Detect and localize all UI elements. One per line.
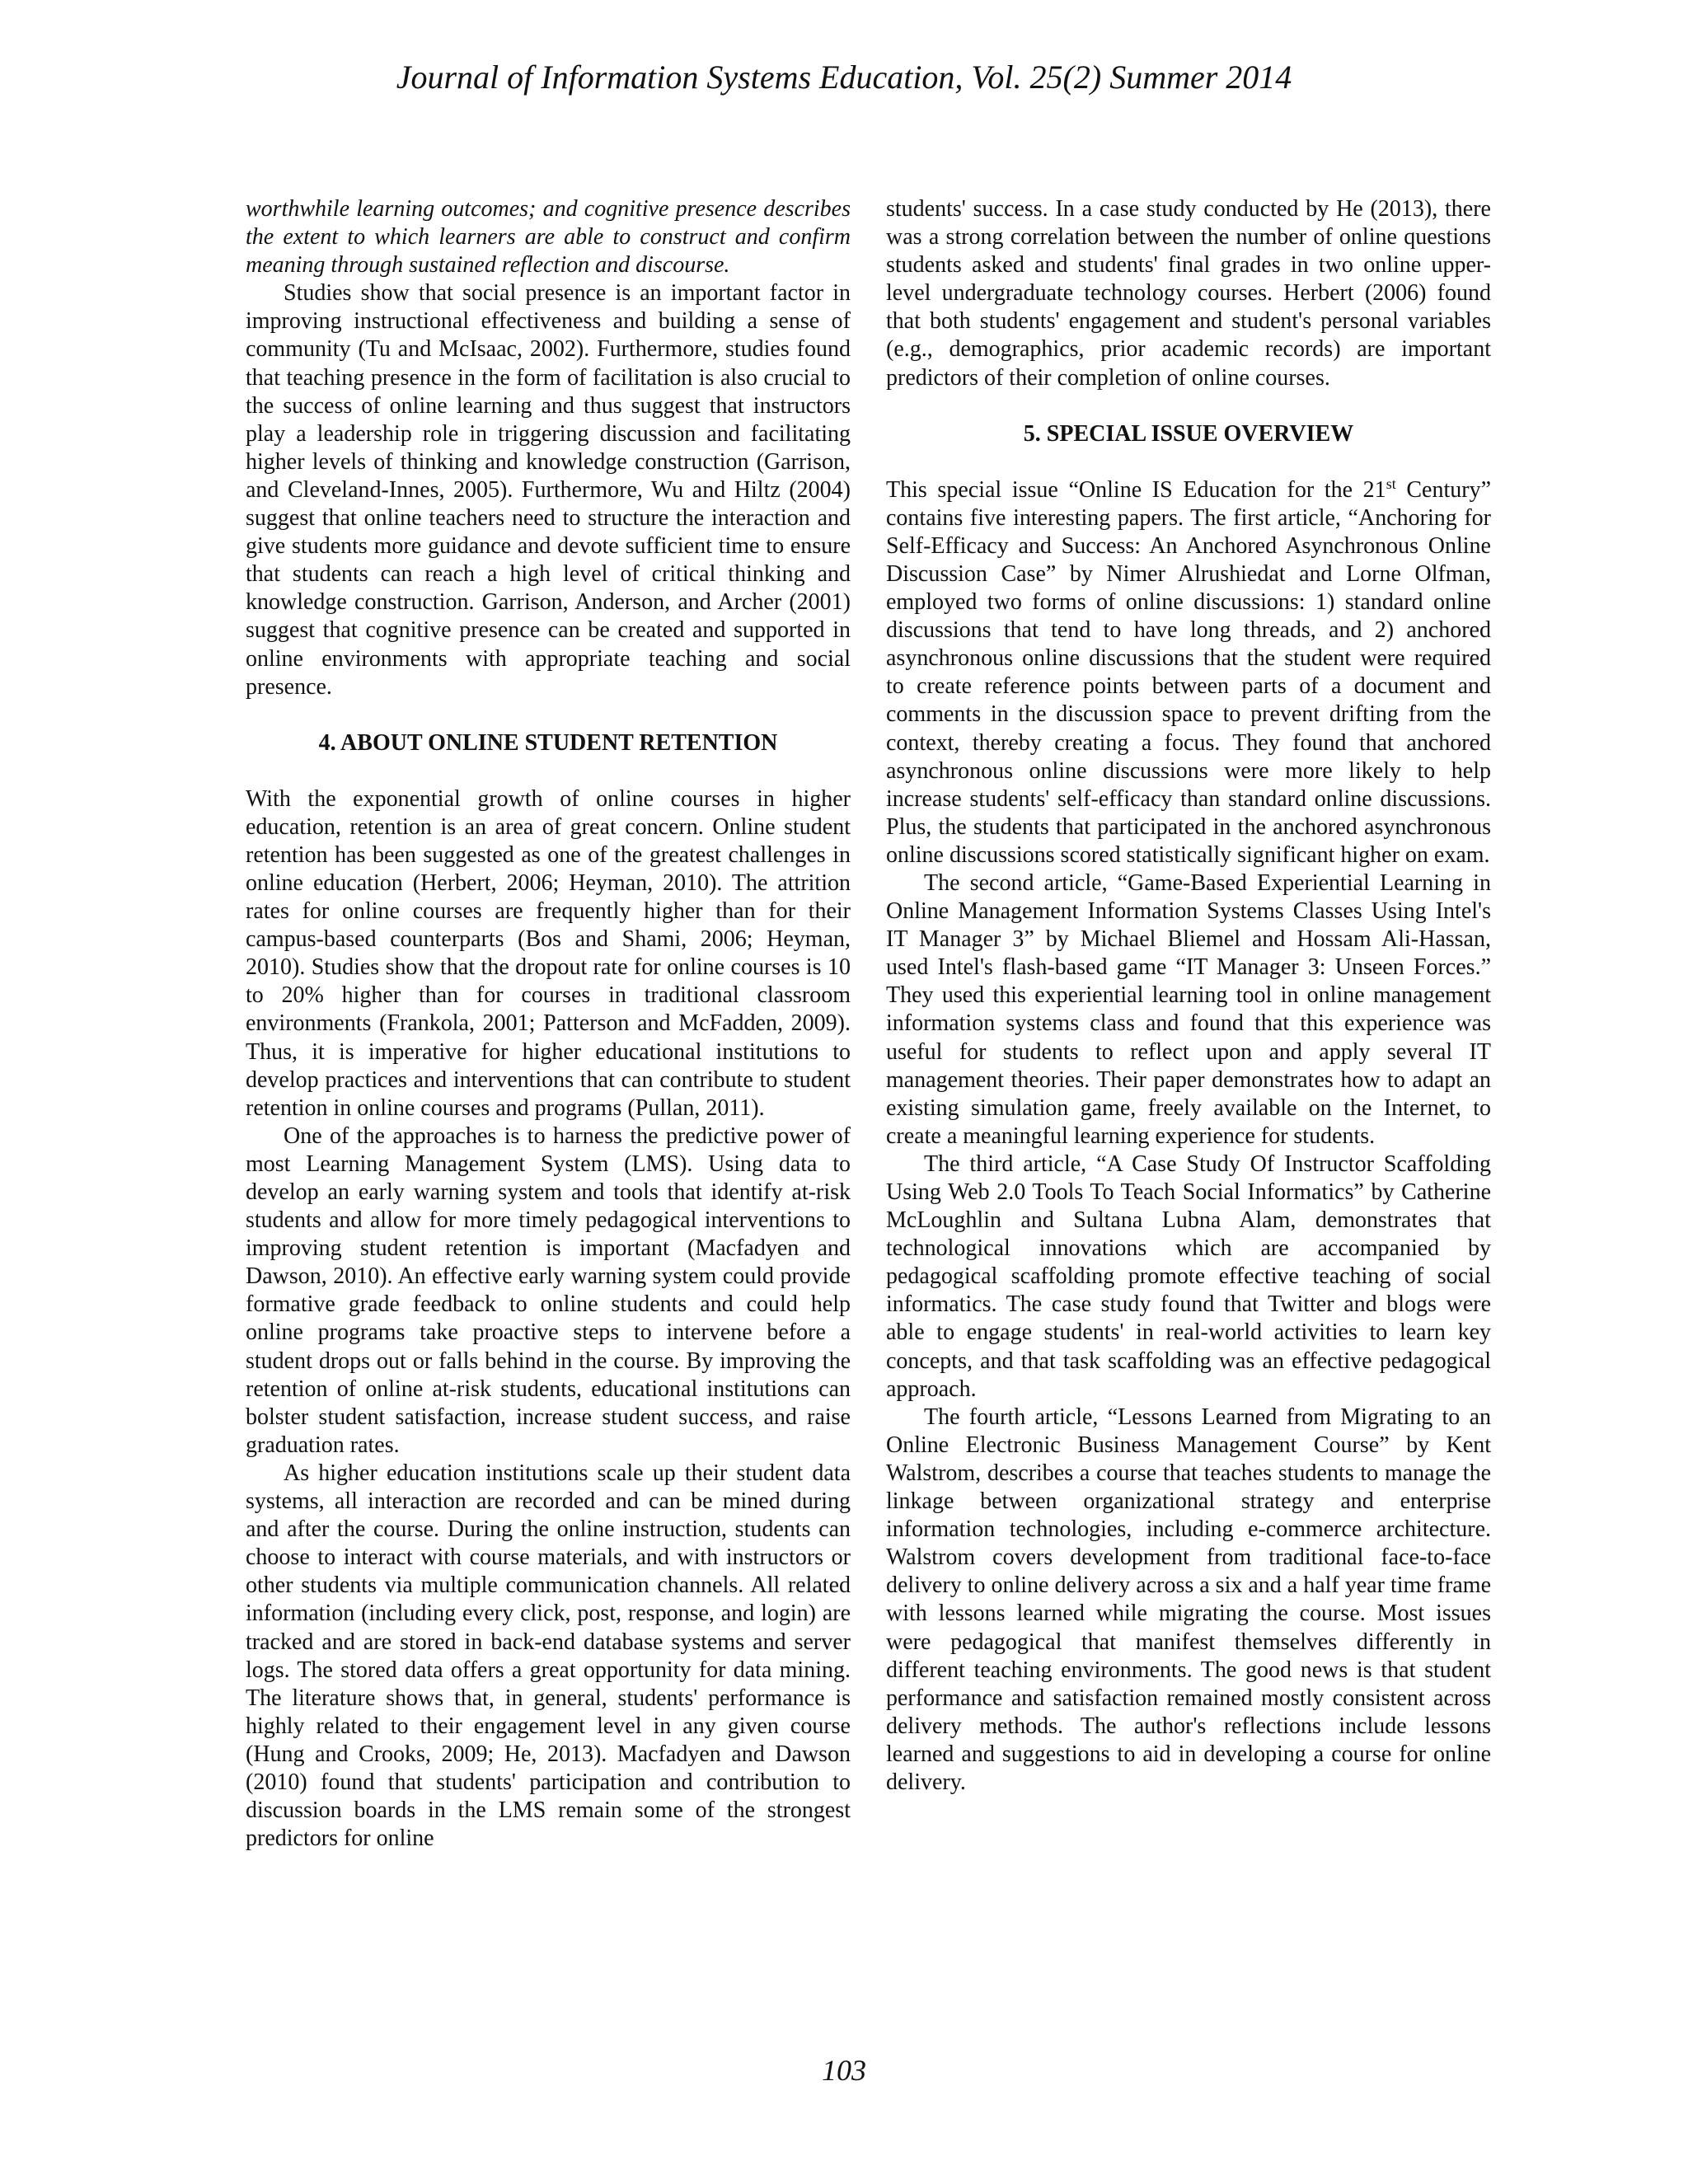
paragraph-fourth-article: The fourth article, “Lessons Learned from Migrating to an Online Electronic Business Management Course” by Kent Walstrom, describes a course that teaches students to manage the linkage between organizational strategy and enterprise information technologies, including e-commerce architecture. Walstrom covers development from traditional face-to-face delivery to online delivery across a six and a half year time frame with lessons learned while migrating the course. Most issues were pedagogical that manifest themselves differently in different teaching environments. The good news is that student performance and satisfaction remained mostly consistent across delivery methods. The author's reflections include lessons learned and suggestions to aid in developing a course for online delivery. [886,1404,1491,1795]
journal-running-header: Journal of Information Systems Education, Vol. 25(2) Summer 2014 [396,59,1292,96]
paragraph-social-presence: Studies show that social presence is an important factor in improving instructional effectiveness and building a sense of community (Tu and McIsaac, 2002). Furthermore, studies found that teaching presence in the form of facilitation is also crucial to the success of online learning and thus suggest that instructors play a leadership role in triggering discussion and facilitating higher levels of thinking and knowledge construction (Garrison, and Cleveland-Innes, 2005). Furthermore, Wu and Hiltz (2004) suggest that online teachers need to structure the interaction and give students more guidance and devote sufficient time to ensure that students can reach a high level of critical thinking and knowledge construction. Garrison, Anderson, and Archer (2001) suggest that cognitive presence can be created and supported in online environments with appropriate teaching and social presence. [246,280,851,700]
overview-text-rest: Century” contains five interesting papers. The first article, “Anchoring for Self-Efficacy and Success: An Anchored Asynchronous Online Discussion Case” by Nimer Alrushiedat and Lorne Olfman, employed two forms of online discussions: 1) standard online discussions that tend to have long threads, and 2) anchored asynchronous online discussions that the student were required to create reference points between parts of a document and comments in the discussion space to prevent drifting from the context, thereby creating a focus. They found that anchored asynchronous online discussions were more likely to help increase students' self-efficacy than standard online discussions. Plus, the students that participated in the anchored asynchronous online discussions scored statistically significant higher on exam. [886,476,1491,868]
overview-text-start: This special issue “Online IS Education for the 21 [886,476,1386,503]
paragraph-data-systems: As higher education institutions scale up their student data systems, all interaction are recorded and can be mined during and after the course. During the online instruction, students can choose to interact with course materials, and with instructors or other students via multiple communication channels. All related information (including every click, post, response, and login) are tracked and are stored in back-end database systems and server logs. The stored data offers a great opportunity for data mining. The literature shows that, in general, students' performance is highly related to their engagement level in any given course (Hung and Crooks, 2009; He, 2013). Macfadyen and Dawson (2010) found that students' participation and contribution to discussion boards in the LMS remain some of the strongest predictors for online [246,1460,851,1852]
section-heading-online-student-retention: 4. ABOUT ONLINE STUDENT RETENTION [318,729,778,756]
right-column [886,195,1491,1797]
paragraph-second-article: The second article, “Game-Based Experiential Learning in Online Management Information Systems Classes Using Intel's IT Manager 3” by Michael Bliemel and Hossam Ali-Hassan, used Intel's flash-based game “IT Manager 3: Unseen Forces.” They used this experiential learning tool in online management information systems class and found that this experience was useful for students to reflect upon and apply several IT management theories. Their paper demonstrates how to adapt an existing simulation game, freely available on the Internet, to create a meaningful learning experience for students. [886,869,1491,1149]
section-heading-special-issue-overview: 5. SPECIAL ISSUE OVERVIEW [1023,420,1354,447]
paragraph-retention: With the exponential growth of online courses in higher education, retention is an area of great concern. Online student retention has been suggested as one of the greatest challenges in online education (Herbert, 2006; Heyman, 2010). The attrition rates for online courses are frequently higher than for their campus-based counterparts (Bos and Shami, 2006; Heyman, 2010). Studies show that the dropout rate for online courses is 10 to 20% higher than for courses in traditional classroom environments (Frankola, 2001; Patterson and McFadden, 2009). Thus, it is imperative for higher educational institutions to develop practices and interventions that can contribute to student retention in online courses and programs (Pullan, 2011). [246,785,851,1121]
ordinal-superscript: st [1386,475,1396,492]
paragraph-students-success: students' success. In a case study conducted by He (2013), there was a strong correlation between the number of online questions students asked and students' final grades in two online upper-level undergraduate technology courses. Herbert (2006) found that both students' engagement and student's personal variables (e.g., demographics, prior academic records) are important predictors of their completion of online courses. [886,196,1491,391]
presence-definition-continuation: worthwhile learning outcomes; and cognitive presence describes the extent to which learners are able to construct and confirm meaning through sustained reflection and discourse. [246,196,851,279]
paragraph-special-issue-overview [886,476,1491,869]
paragraph-lms-early-warning: One of the approaches is to harness the predictive power of most Learning Management System (LMS). Using data to develop an early warning system and tools that identify at-risk students and allow for more timely pedagogical interventions to improving student retention is important (Macfadyen and Dawson, 2010). An effective early warning system could provide formative grade feedback to online students and could help online programs take proactive steps to intervene before a student drops out or falls behind in the course. By improving the retention of online at-risk students, educational institutions can bolster student satisfaction, increase student success, and raise graduation rates. [246,1122,851,1458]
left-column [246,195,851,1853]
page-number: 103 [822,2054,866,2087]
paragraph-third-article: The third article, “A Case Study Of Instructor Scaffolding Using Web 2.0 Tools To Teach Social Informatics” by Catherine McLoughlin and Sultana Lubna Alam, demonstrates that technological innovations which are accompanied by pedagogical scaffolding promote effective teaching of social informatics. The case study found that Twitter and blogs were able to engage students' in real-world activities to learn key concepts, and that task scaffolding was an effective pedagogical approach. [886,1151,1491,1402]
